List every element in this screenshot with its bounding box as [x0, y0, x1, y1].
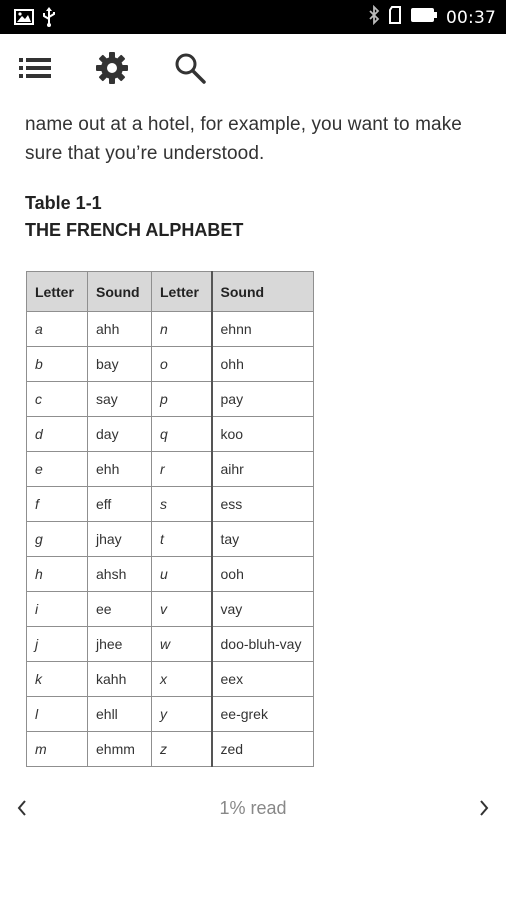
header-sound: Sound — [212, 272, 314, 312]
sound-cell: ehnn — [212, 312, 314, 347]
letter-cell: a — [27, 312, 88, 347]
letter-cell: d — [27, 417, 88, 452]
table-row — [27, 312, 314, 347]
header-letter: Letter — [152, 272, 212, 312]
sound-cell: ehh — [88, 452, 152, 487]
table-row — [27, 417, 314, 452]
reader-toolbar — [0, 40, 506, 100]
table-row — [27, 592, 314, 627]
sound-cell: jhee — [88, 627, 152, 662]
reading-progress: 1% read — [219, 798, 287, 818]
sound-cell: eex — [212, 662, 314, 697]
reader-footer — [0, 790, 506, 830]
sound-cell: say — [88, 382, 152, 417]
sound-cell: doo-bluh-vay — [212, 627, 314, 662]
table-caption — [25, 190, 485, 244]
letter-cell: j — [27, 627, 88, 662]
sound-cell: zed — [212, 732, 314, 767]
table-row — [27, 522, 314, 557]
letter-cell: y — [152, 697, 212, 732]
table-body — [27, 312, 314, 767]
letter-cell: i — [27, 592, 88, 627]
search-button[interactable] — [170, 50, 210, 90]
sound-cell: ohh — [212, 347, 314, 382]
next-page-button[interactable] — [474, 796, 494, 824]
table-row — [27, 662, 314, 697]
sound-cell: eff — [88, 487, 152, 522]
table-number: Table 1-1 — [25, 193, 102, 213]
header-letter: Letter — [27, 272, 88, 312]
table-row — [27, 732, 314, 767]
table-row — [27, 627, 314, 662]
list-icon — [17, 56, 53, 85]
letter-cell: m — [27, 732, 88, 767]
sound-cell: day — [88, 417, 152, 452]
sound-cell: ahsh — [88, 557, 152, 592]
table-row — [27, 382, 314, 417]
image-icon — [14, 8, 34, 31]
sound-cell: ehmm — [88, 732, 152, 767]
sound-cell: ahh — [88, 312, 152, 347]
table-row — [27, 697, 314, 732]
body-paragraph: name out at a hotel, for example, you want to make sure that you’re understood. — [25, 114, 462, 164]
sound-cell: ess — [212, 487, 314, 522]
letter-cell: t — [152, 522, 212, 557]
letter-cell: n — [152, 312, 212, 347]
table-row — [27, 557, 314, 592]
letter-cell: h — [27, 557, 88, 592]
sound-cell: ooh — [212, 557, 314, 592]
letter-cell: p — [152, 382, 212, 417]
sound-cell: kahh — [88, 662, 152, 697]
sound-cell: jhay — [88, 522, 152, 557]
sound-cell: aihr — [212, 452, 314, 487]
letter-cell: q — [152, 417, 212, 452]
table-row — [27, 487, 314, 522]
gear-icon — [94, 50, 130, 91]
letter-cell: k — [27, 662, 88, 697]
bluetooth-icon — [368, 5, 380, 30]
table-row — [27, 452, 314, 487]
search-icon — [173, 51, 207, 90]
chevron-right-icon — [478, 799, 490, 822]
usb-icon — [42, 7, 56, 32]
letter-cell: u — [152, 557, 212, 592]
reading-content — [25, 110, 485, 244]
status-bar — [0, 0, 506, 34]
table-title: THE FRENCH ALPHABET — [25, 220, 244, 240]
table-row — [27, 347, 314, 382]
letter-cell: e — [27, 452, 88, 487]
letter-cell: w — [152, 627, 212, 662]
sound-cell: pay — [212, 382, 314, 417]
clock: 00:37 — [446, 7, 496, 28]
table-header-row — [27, 272, 314, 312]
letter-cell: b — [27, 347, 88, 382]
settings-button[interactable] — [92, 50, 132, 90]
sound-cell: ee-grek — [212, 697, 314, 732]
sound-cell: vay — [212, 592, 314, 627]
french-alphabet-table — [26, 271, 314, 767]
letter-cell: f — [27, 487, 88, 522]
table-of-contents-button[interactable] — [15, 50, 55, 90]
sound-cell: ehll — [88, 697, 152, 732]
letter-cell: g — [27, 522, 88, 557]
sim-icon — [388, 5, 402, 30]
sound-cell: koo — [212, 417, 314, 452]
letter-cell: z — [152, 732, 212, 767]
letter-cell: v — [152, 592, 212, 627]
letter-cell: c — [27, 382, 88, 417]
sound-cell: tay — [212, 522, 314, 557]
header-sound: Sound — [88, 272, 152, 312]
letter-cell: l — [27, 697, 88, 732]
sound-cell: bay — [88, 347, 152, 382]
letter-cell: x — [152, 662, 212, 697]
letter-cell: r — [152, 452, 212, 487]
letter-cell: s — [152, 487, 212, 522]
sound-cell: ee — [88, 592, 152, 627]
battery-icon — [410, 7, 438, 28]
letter-cell: o — [152, 347, 212, 382]
